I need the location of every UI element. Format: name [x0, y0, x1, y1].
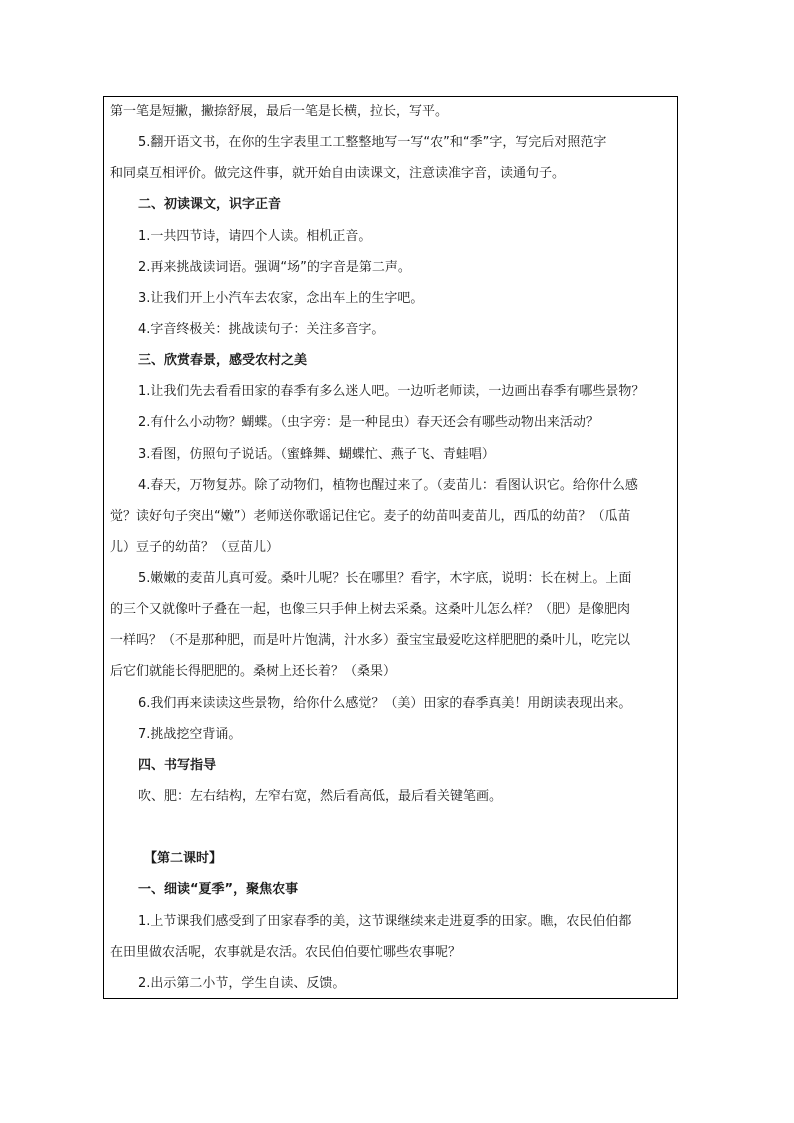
- text-line: 3.让我们开上小汽车去农家，念出车上的生字吧。: [138, 291, 424, 306]
- text-line: 6.我们再来读读这些景物，给你什么感觉？（美）田家的春季真美！用朗读表现出来。: [138, 696, 632, 711]
- text-line: 觉？读好句子突出“嫩”）老师送你歌谣记住它。麦子的幼苗叫麦苗儿，西瓜的幼苗？（瓜苗: [110, 509, 631, 524]
- text-line: 第一笔是短撇，撇捺舒展，最后一笔是长横，拉长，写平。: [110, 104, 449, 119]
- text-line: 1.一共四节诗，请四个人读。相机正音。: [138, 229, 372, 244]
- text-line: 4.字音终极关：挑战读句子：关注多音字。: [138, 322, 385, 337]
- text-line: 4.春天，万物复苏。除了动物们，植物也醒过来了。（麦苗儿：看图认识它。给你什么感: [138, 478, 638, 493]
- section-heading: 一、细读“夏季”，聚焦农事: [138, 882, 299, 897]
- text-line: 1.让我们先去看看田家的春季有多么迷人吧。一边听老师读，一边画出春季有哪些景物？: [138, 384, 645, 399]
- text-line: 5.嫩嫩的麦苗儿真可爱。桑叶儿呢？长在哪里？看字，木字底，说明：长在树上。上面: [138, 571, 632, 586]
- section-heading: 四、书写指导: [138, 758, 217, 773]
- text-line: 的三个又就像叶子叠在一起，也像三只手伸上树去采桑。这桑叶儿怎么样？（肥）是像肥肉: [110, 602, 631, 617]
- text-line: 1.上节课我们感受到了田家春季的美，这节课继续来走进夏季的田家。瞧，农民伯伯都: [138, 914, 632, 929]
- text-line: 2.有什么小动物？蝴蝶。（虫字旁：是一种昆虫）春天还会有哪些动物出来活动？: [138, 415, 599, 430]
- text-line: 吹、肥：左右结构，左窄右宽，然后看高低，最后看关键笔画。: [138, 789, 503, 804]
- section-heading: 三、欣赏春景，感受农村之美: [138, 353, 308, 368]
- text-line: 3.看图，仿照句子说话。（蜜蜂舞、蝴蝶忙、燕子飞、青蛙唱）: [138, 447, 495, 462]
- text-line: 后它们就能长得肥肥的。桑树上还长着？（桑果）: [110, 664, 397, 679]
- text-line: 一样吗？（不是那种肥，而是叶片饱满，汁水多）蚕宝宝最爱吃这样肥肥的桑叶儿，吃完以: [110, 633, 631, 648]
- text-line: 2.再来挑战读词语。强调“场”的字音是第二声。: [138, 260, 411, 275]
- text-line: 7.挑战挖空背诵。: [138, 727, 242, 742]
- section-heading: 二、初读课文，识字正音: [138, 197, 282, 212]
- text-line: 5.翻开语文书，在你的生字表里工工整整地写一写“农”和“季”字，写完后对照范字: [138, 135, 607, 150]
- text-line: 2.出示第二小节，学生自读、反馈。: [138, 976, 346, 991]
- text-line: 在田里做农活呢，农事就是农活。农民伯伯要忙哪些农事呢？: [110, 945, 462, 960]
- text-line: 儿）豆子的幼苗？（豆苗儿）: [110, 540, 280, 555]
- text-line: 和同桌互相评价。做完这件事，就开始自由读课文，注意读准字音，读通句子。: [110, 166, 566, 181]
- lesson-heading: 【第二课时】: [144, 851, 223, 866]
